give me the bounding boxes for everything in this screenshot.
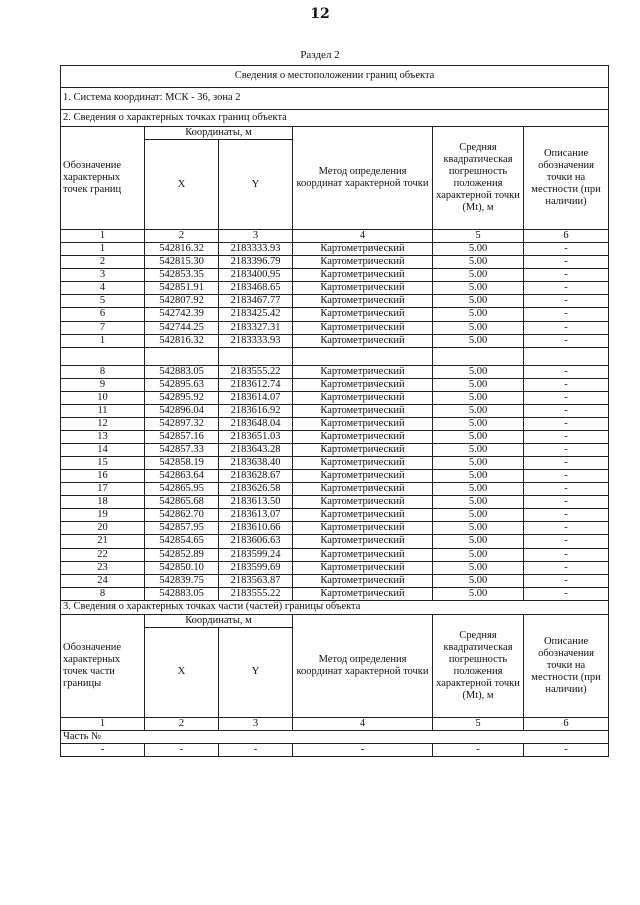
description: - xyxy=(524,548,609,561)
coord-y: 2183648.04 xyxy=(219,417,293,430)
table-row xyxy=(61,483,609,496)
coord-y: 2183628.67 xyxy=(219,470,293,483)
error-value: 5.00 xyxy=(433,295,524,308)
point-number: 8 xyxy=(61,365,145,378)
method: Картометрический xyxy=(293,430,433,443)
error-value: 5.00 xyxy=(433,496,524,509)
part-empty-row xyxy=(61,743,609,756)
table-row xyxy=(61,430,609,443)
point-number: 15 xyxy=(61,457,145,470)
point-number: 14 xyxy=(61,444,145,457)
method: Картометрический xyxy=(293,587,433,600)
error-value: 5.00 xyxy=(433,444,524,457)
part-cell: - xyxy=(61,743,145,756)
table-title-row xyxy=(61,66,609,88)
method: Картометрический xyxy=(293,269,433,282)
description: - xyxy=(524,391,609,404)
point-number: 23 xyxy=(61,561,145,574)
coord-y: 2183614.07 xyxy=(219,391,293,404)
error-value: 5.00 xyxy=(433,470,524,483)
header-description: Описание обозначения точки на местности (при наличии) xyxy=(524,127,609,230)
error-value: 5.00 xyxy=(433,391,524,404)
error-value: 5.00 xyxy=(433,509,524,522)
coord-x: 542850.10 xyxy=(145,561,219,574)
coord-x: 542865.95 xyxy=(145,483,219,496)
description: - xyxy=(524,282,609,295)
error-value: 5.00 xyxy=(433,548,524,561)
description: - xyxy=(524,365,609,378)
method: Картометрический xyxy=(293,295,433,308)
table-row xyxy=(61,243,609,256)
coord-y: 2183599.69 xyxy=(219,561,293,574)
coord-x: 542896.04 xyxy=(145,404,219,417)
coord-x: 542853.35 xyxy=(145,269,219,282)
table-row xyxy=(61,548,609,561)
table-title: Сведения о местоположении границ объекта xyxy=(61,66,609,88)
coord-y: 2183613.50 xyxy=(219,496,293,509)
coord-y: 2183555.22 xyxy=(219,365,293,378)
error-value: 5.00 xyxy=(433,243,524,256)
description: - xyxy=(524,535,609,548)
point-number: 3 xyxy=(61,269,145,282)
table-row xyxy=(61,295,609,308)
description: - xyxy=(524,444,609,457)
method: Картометрический xyxy=(293,496,433,509)
page-number: 12 xyxy=(310,6,330,22)
description: - xyxy=(524,522,609,535)
error-value: 5.00 xyxy=(433,378,524,391)
column-number: 2 xyxy=(145,717,219,730)
table-row xyxy=(61,321,609,334)
coord-x: 542883.05 xyxy=(145,587,219,600)
column-number: 4 xyxy=(293,230,433,243)
description: - xyxy=(524,295,609,308)
header-y: Y xyxy=(219,140,293,230)
point-number: 21 xyxy=(61,535,145,548)
method: Картометрический xyxy=(293,243,433,256)
coord-system-row xyxy=(61,88,609,110)
description: - xyxy=(524,496,609,509)
blank-cell xyxy=(524,347,609,365)
table-row xyxy=(61,535,609,548)
coord-x: 542816.32 xyxy=(145,243,219,256)
table-row xyxy=(61,308,609,321)
coord-y: 2183467.77 xyxy=(219,295,293,308)
coord-y: 2183327.31 xyxy=(219,321,293,334)
method: Картометрический xyxy=(293,444,433,457)
description: - xyxy=(524,269,609,282)
point-number: 1 xyxy=(61,334,145,347)
method: Картометрический xyxy=(293,365,433,378)
column-number: 3 xyxy=(219,717,293,730)
coord-x: 542858.19 xyxy=(145,457,219,470)
points-section-row xyxy=(61,110,609,127)
coord-y: 2183643.28 xyxy=(219,444,293,457)
column-number: 2 xyxy=(145,230,219,243)
point-number: 7 xyxy=(61,321,145,334)
table-row xyxy=(61,269,609,282)
coord-x: 542897.32 xyxy=(145,417,219,430)
method: Картометрический xyxy=(293,378,433,391)
table-row xyxy=(61,561,609,574)
point-number: 20 xyxy=(61,522,145,535)
part-header-point-designation: Обозначение характерных точек части границы xyxy=(61,614,145,717)
coord-x: 542883.05 xyxy=(145,365,219,378)
coord-x: 542852.89 xyxy=(145,548,219,561)
error-value: 5.00 xyxy=(433,417,524,430)
header-point-designation: Обозначение характерных точек границ xyxy=(61,127,145,230)
error-value: 5.00 xyxy=(433,282,524,295)
table-row xyxy=(61,391,609,404)
part-section-title: 3. Сведения о характерных точках части (частей) границы объекта xyxy=(61,600,609,614)
blank-cell xyxy=(145,347,219,365)
method: Картометрический xyxy=(293,470,433,483)
point-number: 10 xyxy=(61,391,145,404)
table-row xyxy=(61,470,609,483)
header-error: Средняя квадратическая погрешность положения характерной точки (Mt), м xyxy=(433,127,524,230)
point-number: 11 xyxy=(61,404,145,417)
table-row xyxy=(61,282,609,295)
coord-y: 2183468.65 xyxy=(219,282,293,295)
part-cell: - xyxy=(145,743,219,756)
error-value: 5.00 xyxy=(433,308,524,321)
blank-cell xyxy=(61,347,145,365)
error-value: 5.00 xyxy=(433,430,524,443)
blank-separator xyxy=(61,347,609,365)
description: - xyxy=(524,334,609,347)
coord-system: 1. Система координат: МСК - 36, зона 2 xyxy=(61,88,609,110)
method: Картометрический xyxy=(293,548,433,561)
coord-y: 2183563.87 xyxy=(219,574,293,587)
table-row xyxy=(61,509,609,522)
error-value: 5.00 xyxy=(433,574,524,587)
coord-y: 2183638.40 xyxy=(219,457,293,470)
method: Картометрический xyxy=(293,457,433,470)
coord-x: 542857.95 xyxy=(145,522,219,535)
point-number: 2 xyxy=(61,256,145,269)
coord-x: 542851.91 xyxy=(145,282,219,295)
method: Картометрический xyxy=(293,522,433,535)
description: - xyxy=(524,404,609,417)
description: - xyxy=(524,430,609,443)
method: Картометрический xyxy=(293,256,433,269)
description: - xyxy=(524,417,609,430)
table-row xyxy=(61,404,609,417)
point-number: 24 xyxy=(61,574,145,587)
coord-y: 2183599.24 xyxy=(219,548,293,561)
coord-y: 2183333.93 xyxy=(219,243,293,256)
column-number: 6 xyxy=(524,717,609,730)
part-header-x: X xyxy=(145,627,219,717)
point-number: 22 xyxy=(61,548,145,561)
point-number: 9 xyxy=(61,378,145,391)
header-coordinates: Координаты, м xyxy=(145,127,293,140)
part-header-description: Описание обозначения точки на местности (при наличии) xyxy=(524,614,609,717)
header-row-1 xyxy=(61,127,609,140)
point-number: 5 xyxy=(61,295,145,308)
coord-y: 2183610.66 xyxy=(219,522,293,535)
coord-y: 2183425.42 xyxy=(219,308,293,321)
error-value: 5.00 xyxy=(433,404,524,417)
part-cell: - xyxy=(219,743,293,756)
header-x: X xyxy=(145,140,219,230)
header-method: Метод определения координат характерной точки xyxy=(293,127,433,230)
error-value: 5.00 xyxy=(433,457,524,470)
blank-cell xyxy=(433,347,524,365)
coord-y: 2183606.63 xyxy=(219,535,293,548)
point-number: 4 xyxy=(61,282,145,295)
method: Картометрический xyxy=(293,404,433,417)
description: - xyxy=(524,321,609,334)
method: Картометрический xyxy=(293,509,433,522)
column-number: 5 xyxy=(433,717,524,730)
table-row xyxy=(61,365,609,378)
table-row xyxy=(61,496,609,509)
description: - xyxy=(524,243,609,256)
description: - xyxy=(524,561,609,574)
column-number: 5 xyxy=(433,230,524,243)
description: - xyxy=(524,308,609,321)
error-value: 5.00 xyxy=(433,522,524,535)
part-label: Часть № xyxy=(61,730,609,743)
method: Картометрический xyxy=(293,391,433,404)
coord-x: 542857.16 xyxy=(145,430,219,443)
point-number: 1 xyxy=(61,243,145,256)
error-value: 5.00 xyxy=(433,483,524,496)
coord-x: 542862.70 xyxy=(145,509,219,522)
part-cell: - xyxy=(293,743,433,756)
method: Картометрический xyxy=(293,417,433,430)
error-value: 5.00 xyxy=(433,256,524,269)
points-section-title: 2. Сведения о характерных точках границ объекта xyxy=(61,110,609,127)
method: Картометрический xyxy=(293,334,433,347)
contour-1-rows xyxy=(61,243,609,348)
table-row xyxy=(61,256,609,269)
error-value: 5.00 xyxy=(433,269,524,282)
method: Картометрический xyxy=(293,282,433,295)
coord-y: 2183651.03 xyxy=(219,430,293,443)
coord-y: 2183555.22 xyxy=(219,587,293,600)
part-cell: - xyxy=(524,743,609,756)
description: - xyxy=(524,470,609,483)
table-row xyxy=(61,417,609,430)
contour-2-rows xyxy=(61,365,609,600)
table-row xyxy=(61,574,609,587)
method: Картометрический xyxy=(293,483,433,496)
error-value: 5.00 xyxy=(433,561,524,574)
description: - xyxy=(524,256,609,269)
point-number: 16 xyxy=(61,470,145,483)
coord-x: 542895.63 xyxy=(145,378,219,391)
coord-x: 542742.39 xyxy=(145,308,219,321)
part-header-y: Y xyxy=(219,627,293,717)
column-number: 1 xyxy=(61,717,145,730)
coord-y: 2183396.79 xyxy=(219,256,293,269)
description: - xyxy=(524,509,609,522)
point-number: 19 xyxy=(61,509,145,522)
part-header-coordinates: Координаты, м xyxy=(145,614,293,627)
description: - xyxy=(524,457,609,470)
column-number: 1 xyxy=(61,230,145,243)
part-label-row xyxy=(61,730,609,743)
description: - xyxy=(524,378,609,391)
coord-x: 542854.65 xyxy=(145,535,219,548)
method: Картометрический xyxy=(293,321,433,334)
coord-x: 542865.68 xyxy=(145,496,219,509)
coord-x: 542857.33 xyxy=(145,444,219,457)
point-number: 13 xyxy=(61,430,145,443)
coord-y: 2183613.07 xyxy=(219,509,293,522)
blank-cell xyxy=(293,347,433,365)
table-row xyxy=(61,457,609,470)
point-number: 17 xyxy=(61,483,145,496)
part-column-numbers-row xyxy=(61,717,609,730)
coord-y: 2183616.92 xyxy=(219,404,293,417)
part-section xyxy=(61,600,609,756)
coord-y: 2183333.93 xyxy=(219,334,293,347)
column-number: 4 xyxy=(293,717,433,730)
error-value: 5.00 xyxy=(433,365,524,378)
part-cell: - xyxy=(433,743,524,756)
error-value: 5.00 xyxy=(433,321,524,334)
part-header-row-1 xyxy=(61,614,609,627)
coord-y: 2183400.95 xyxy=(219,269,293,282)
error-value: 5.00 xyxy=(433,587,524,600)
error-value: 5.00 xyxy=(433,535,524,548)
description: - xyxy=(524,483,609,496)
coord-x: 542839.75 xyxy=(145,574,219,587)
table-row xyxy=(61,522,609,535)
method: Картометрический xyxy=(293,535,433,548)
point-number: 6 xyxy=(61,308,145,321)
method: Картометрический xyxy=(293,308,433,321)
table-row xyxy=(61,334,609,347)
coord-x: 542815.30 xyxy=(145,256,219,269)
section-title: Раздел 2 xyxy=(300,49,340,61)
blank-cell xyxy=(219,347,293,365)
method: Картометрический xyxy=(293,561,433,574)
column-number: 3 xyxy=(219,230,293,243)
coord-y: 2183626.58 xyxy=(219,483,293,496)
column-numbers-row xyxy=(61,230,609,243)
part-header-error: Средняя квадратическая погрешность положения характерной точки (Mt), м xyxy=(433,614,524,717)
table-row xyxy=(61,378,609,391)
table-row xyxy=(61,444,609,457)
blank-row xyxy=(61,347,609,365)
coord-y: 2183612.74 xyxy=(219,378,293,391)
point-number: 18 xyxy=(61,496,145,509)
point-number: 12 xyxy=(61,417,145,430)
error-value: 5.00 xyxy=(433,334,524,347)
part-header-method: Метод определения координат характерной точки xyxy=(293,614,433,717)
description: - xyxy=(524,574,609,587)
part-section-row xyxy=(61,600,609,614)
coord-x: 542863.64 xyxy=(145,470,219,483)
column-number: 6 xyxy=(524,230,609,243)
boundary-table xyxy=(60,65,609,757)
point-number: 8 xyxy=(61,587,145,600)
coord-x: 542816.32 xyxy=(145,334,219,347)
method: Картометрический xyxy=(293,574,433,587)
description: - xyxy=(524,587,609,600)
coord-x: 542744.25 xyxy=(145,321,219,334)
table-row xyxy=(61,587,609,600)
coord-x: 542807.92 xyxy=(145,295,219,308)
coord-x: 542895.92 xyxy=(145,391,219,404)
